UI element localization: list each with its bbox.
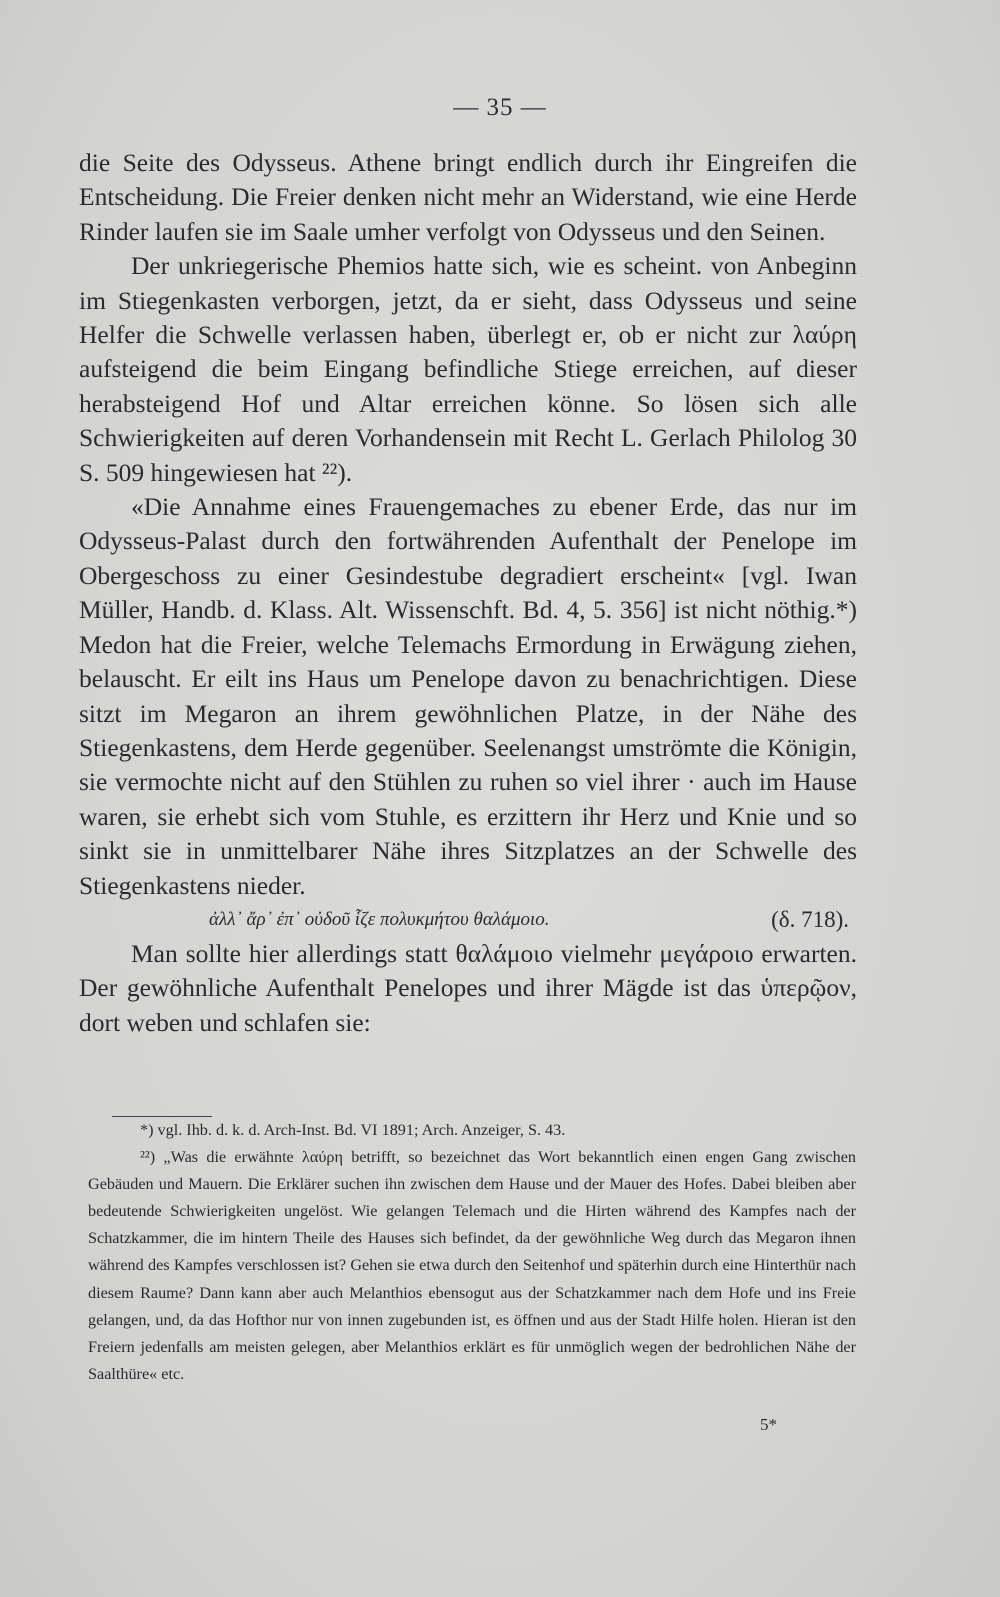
paragraph: «Die Annahme eines Frauengemaches zu ebener Erde, das nur im Odysseus-Palast durch den fortwährenden Aufenthalt der Penelope im Obergeschoss zu einer Gesindestube degradiert erscheint« [vgl. Iwan Müller, Handb. d. Klass. Alt. Wissenschft. Bd. 4, 5. 356] ist nicht nöthig.*) Medon hat die Freier, welche Telemachs Ermordung in Erwägung ziehen, belauscht. Er eilt ins Haus um Penelope davon zu benachrichtigen. Diese sitzt im Megaron an ihrem gewöhnlichen Platze, in der Nähe des Stiegenkastens, dem Herde gegenüber. Seelenangst umströmte die Königin, sie vermochte nicht auf den Stühlen zu ruhen so viel ihrer · auch im Hause waren, sie erhebt sich vom Stuhle, es erzittern ihr Herz und Knie und so sinkt sie in unmittelbarer Nähe ihres Sitzplatzes an der Schwelle des Stiegenkastens nieder. — [79, 492, 857, 900]
paragraph: Man sollte hier allerdings statt θαλάμοιο vielmehr μεγάροιο erwarten. Der gewöhnliche Aufenthalt Penelopes und ihrer Mägde ist das ὑπερῷον, dort weben und schlafen sie: — [79, 938, 857, 1037]
page-number: — 35 — — [453, 94, 547, 121]
footnote-22: ²²) „Was die erwähnte λαύρη betrifft, so bezeichnet das Wort bekanntlich einen engen Gang zwischen Gebäuden und Mauern. Die Erklärer suchen ihn zwischen dem Hause und der Mauer des Hofes. Dabei bleiben aber bedeutende Schwierigkeiten ungelöst. Wie gelangen Telemach und die Hirten während des Kampfes nach der Schatzkammer, die im hintern Theile des Hauses sich befindet, da der gewöhnliche Weg durch das Megaron ihnen während des Kampfes verschlossen ist? Gehen sie etwa durch den Seitenhof und späterhin durch eine Hinterthür nach diesem Raume? Dann kann aber auch Melanthios ebensogut aus der Schatzkammer nach dem Hofe und ins Freie gelangen, und, da das Hofthor nur von innen zugebunden ist, es öffnen und aus der Stadt Hilfe holen. Hieran ist den Freiern jedenfalls am meisten gelegen, aber Melanthios erklärt es für unmöglich wegen der bedrohlichen Nähe der Saalthüre« etc. — [88, 1148, 856, 1383]
footnotes — [88, 1117, 856, 1388]
footnote-star: *) vgl. Ihb. d. k. d. Arch-Inst. Bd. VI 1891; Arch. Anzeiger, S. 43. — [140, 1121, 566, 1139]
paragraph: Der unkriegerische Phemios hatte sich, wie es scheint. von Anbeginn im Stiegenkasten verborgen, jetzt, da er sieht, dass Odysseus und seine Helfer die Schwelle verlassen haben, überlegt er, ob er nicht zur λαύρη aufsteigend die beim Eingang befindliche Stiege erreichen, auf dieser herabsteigend Hof und Altar erreichen könne. So lösen sich alle Schwierigkeiten auf deren Vorhandensein mit Recht L. Gerlach Philolog 30 S. 509 hingewiesen hat ²²). — [79, 251, 857, 487]
paragraph: die Seite des Odysseus. Athene bringt endlich durch ihr Eingreifen die Entscheidung. Die Freier denken nicht mehr an Widerstand, wie eine Herde Rinder laufen sie im Saale umher verfolgt von Odysseus und den Seinen. — [79, 148, 857, 246]
verse-reference: (δ. 718). — [771, 906, 849, 932]
greek-verse-quote — [79, 903, 857, 937]
printer-signature-mark: 5* — [760, 1415, 777, 1434]
verse-text: ἀλλ᾽ ἄρ᾽ ἐπ᾽ οὐδοῦ ἷζε πολυκμήτου θαλάμοιο. — [209, 908, 550, 930]
main-text — [79, 146, 857, 1040]
